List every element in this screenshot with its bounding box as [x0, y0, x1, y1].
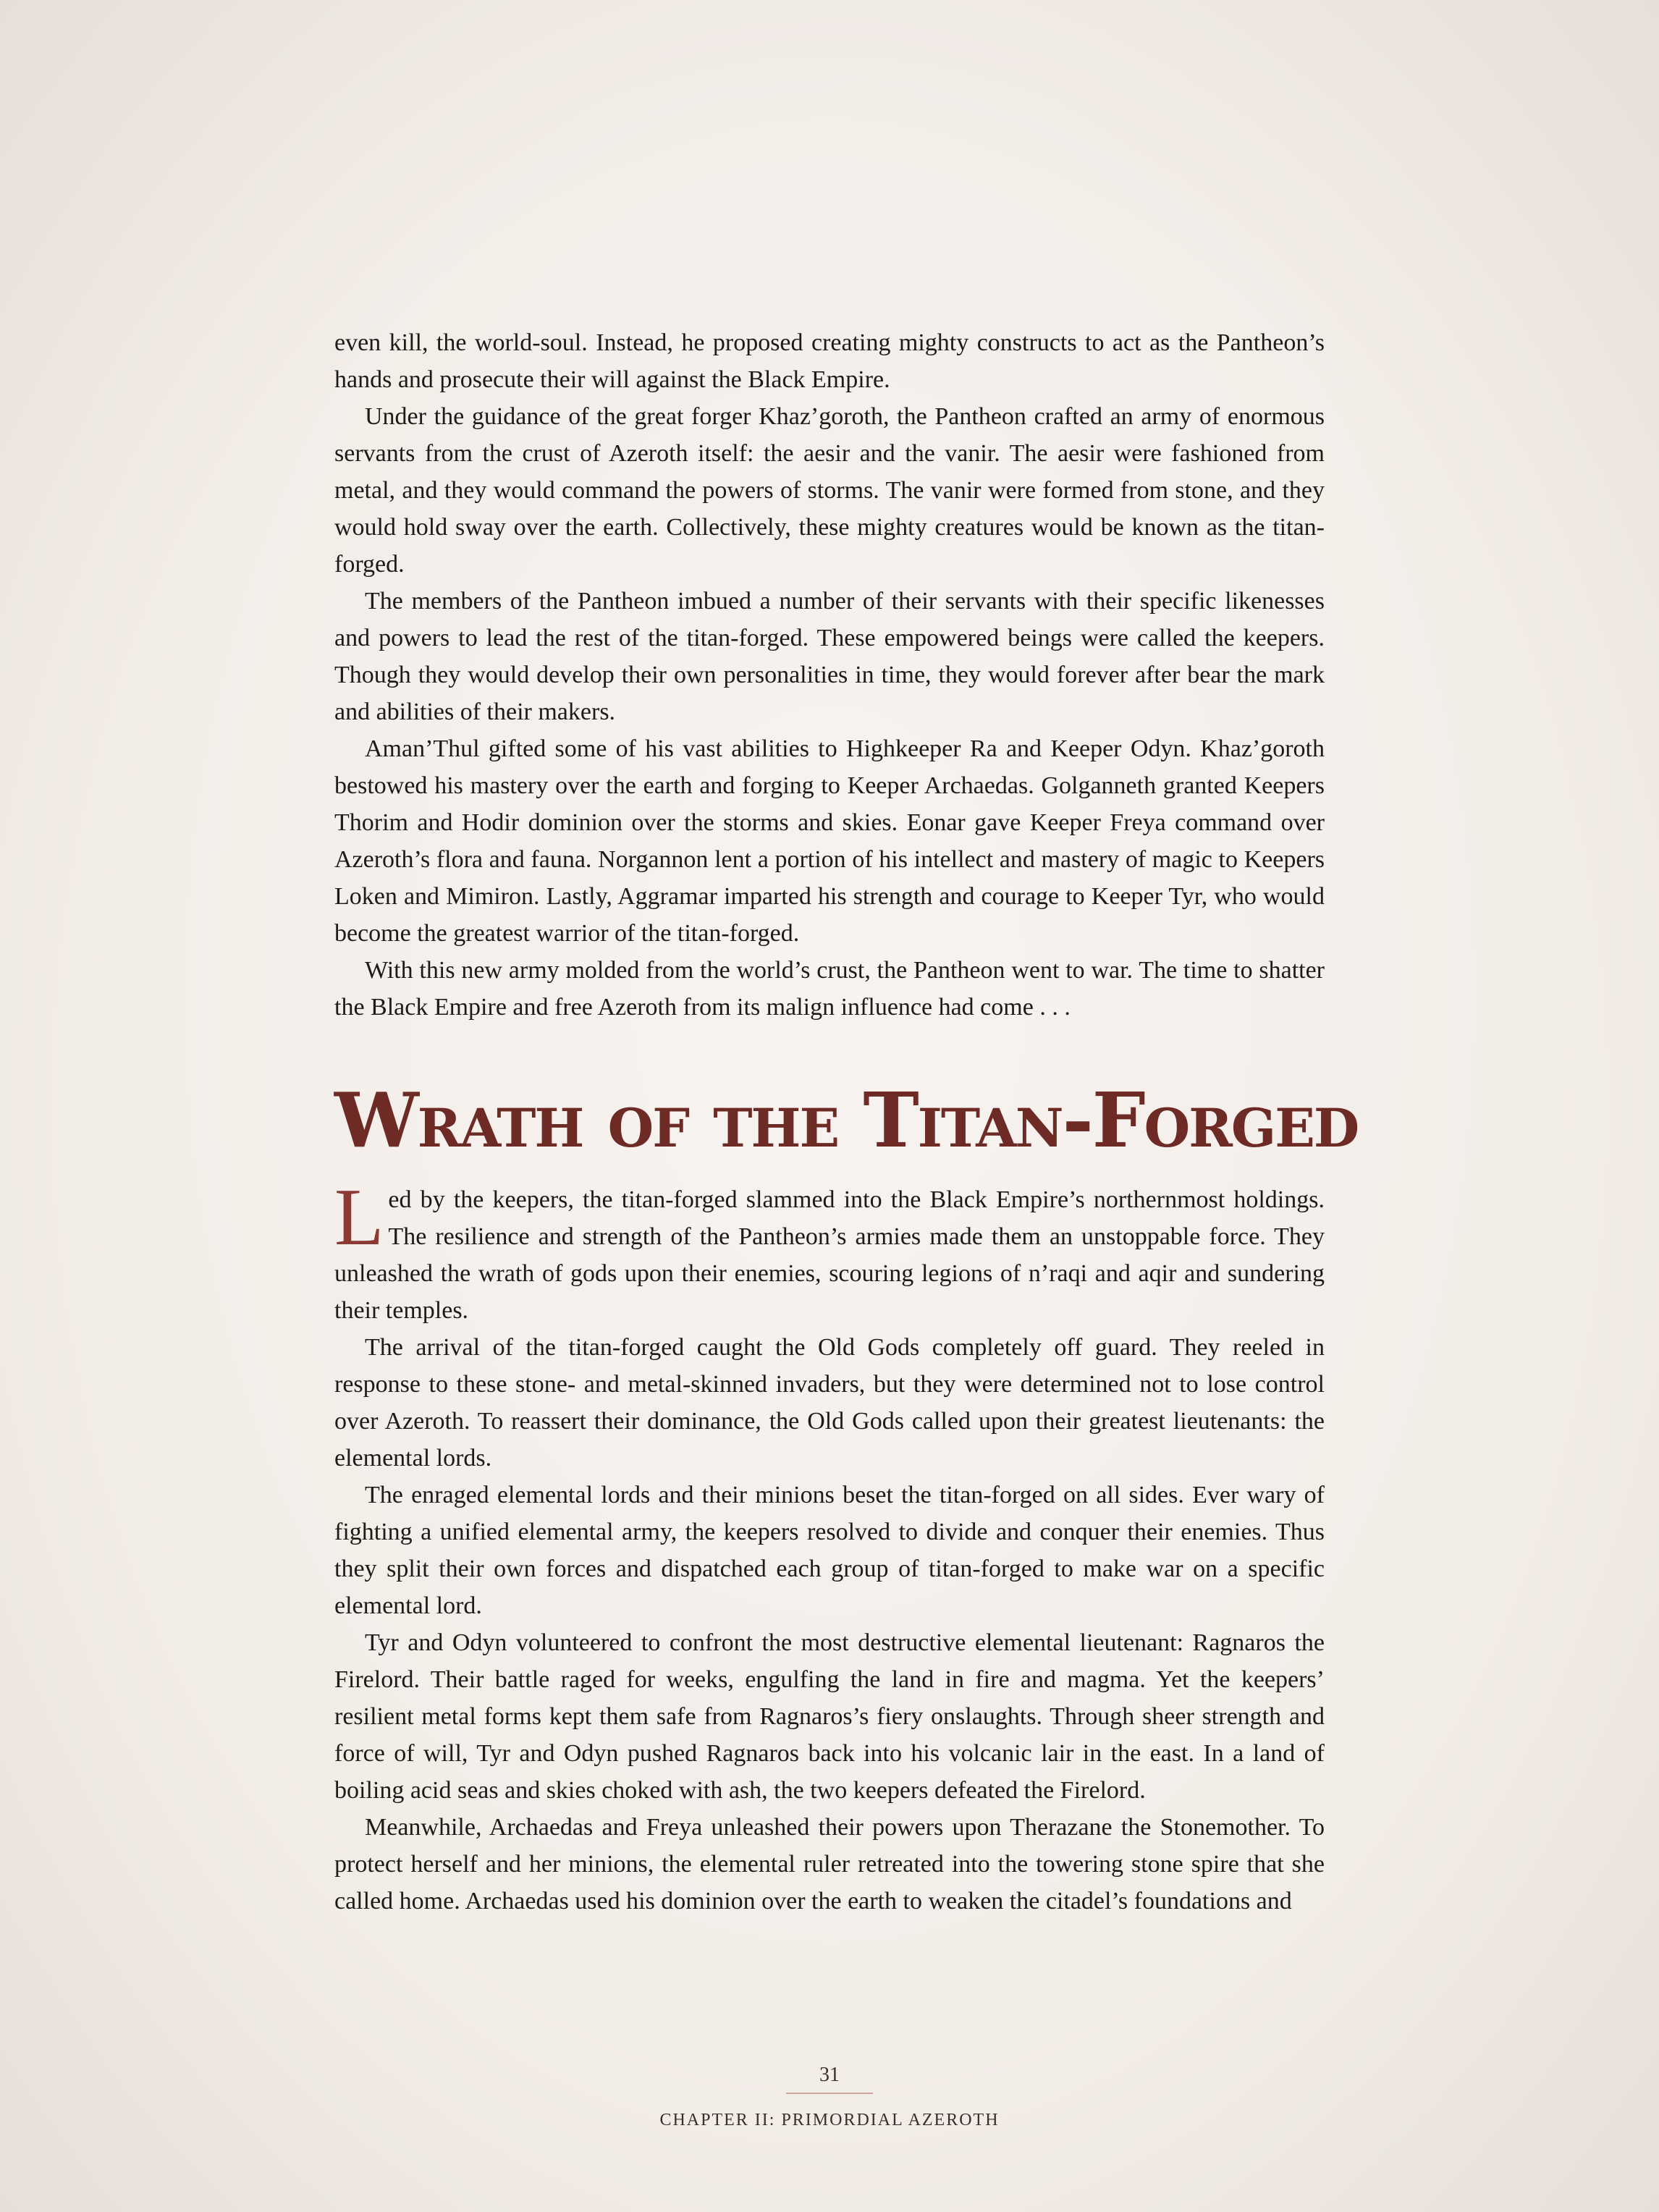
paragraph: The members of the Pantheon imbued a number of their servants with their specific likenesses and powers to lead the rest of the titan-forged. These empowered beings were called the keepers. Though they would develop their own personalities in time, they would forever after bear the mark and abilities of their makers.: [334, 588, 1325, 725]
paragraph: With this new army molded from the world’s crust, the Pantheon went to war. The time to shatter the Black Empire and free Azeroth from its malign influence had come . . .: [334, 957, 1325, 1021]
drop-cap: L: [334, 1173, 384, 1262]
paragraph: The enraged elemental lords and their minions beset the titan-forged on all sides. Ever wary of fighting a unified elemental army, the keepers resolved to divide and conquer their enemies. Thus they split their own forces and dispatched each group of titan-forged to make war on a specific elemental lord.: [334, 1482, 1325, 1619]
bottom-text-column: [334, 1173, 1325, 1920]
folio-divider: [786, 2093, 873, 2094]
paragraph: even kill, the world-soul. Instead, he proposed creating mighty constructs to act as the Pantheon’s hands and prosecute their will against the Black Empire.: [334, 329, 1325, 393]
paragraph: The arrival of the titan-forged caught the Old Gods completely off guard. They reeled in response to these stone- and metal-skinned invaders, but they were determined not to lose control over Azeroth. To reassert their dominance, the Old Gods called upon their greatest lieutenants: the elemental lords.: [334, 1334, 1325, 1472]
top-text-column: [334, 324, 1325, 1026]
section-title: Wrath of the Titan-Forged: [334, 1076, 1359, 1165]
paragraph: Aman’Thul gifted some of his vast abilities to Highkeeper Ra and Keeper Odyn. Khaz’goroth bestowed his mastery over the earth and forging to Keeper Archaedas. Golganneth granted Keepers Thorim and Hodir dominion over the storms and skies. Eonar gave Keeper Freya command over Azeroth’s flora and fauna. Norgannon lent a portion of his intellect and mastery of magic to Keepers Loken and Mimiron. Lastly, Aggramar imparted his strength and courage to Keeper Tyr, who would become the greatest warrior of the titan-forged.: [334, 735, 1325, 947]
paragraph: Meanwhile, Archaedas and Freya unleashed their powers upon Therazane the Stonemother. To protect herself and her minions, the elemental ruler retreated into the towering stone spire that she called home. Archaedas used his dominion over the earth to weaken the citadel’s foundations and: [334, 1814, 1325, 1915]
first-paragraph: [334, 1173, 1325, 1329]
page-number: 31: [819, 2064, 840, 2086]
paragraph: Tyr and Odyn volunteered to confront the most destructive elemental lieutenant: Ragnaros the Firelord. Their battle raged for weeks, engulfing the land in fire and magma. Yet the keepers’ resilient metal forms kept them safe from Ragnaros’s fiery onslaughts. Through sheer strength and force of will, Tyr and Odyn pushed Ragnaros back into his volcanic lair in the east. In a land of boiling acid seas and skies choked with ash, the two keepers defeated the Firelord.: [334, 1629, 1325, 1804]
first-paragraph-text: ed by the keepers, the titan-forged slammed into the Black Empire’s northernmost holdings. The resilience and strength of the Pantheon’s armies made them an unstoppable force. They unleashed the wrath of gods upon their enemies, scouring legions of n’raqi and aqir and sundering their temples.: [334, 1186, 1325, 1324]
running-footer: CHAPTER II: PRIMORDIAL AZEROTH: [659, 2111, 1000, 2129]
paragraph: Under the guidance of the great forger Khaz’goroth, the Pantheon crafted an army of enormous servants from the crust of Azeroth itself: the aesir and the vanir. The aesir were fashioned from metal, and they would command the powers of storms. The vanir were formed from stone, and they would hold sway over the earth. Collectively, these mighty creatures would be known as the titan-forged.: [334, 403, 1325, 578]
